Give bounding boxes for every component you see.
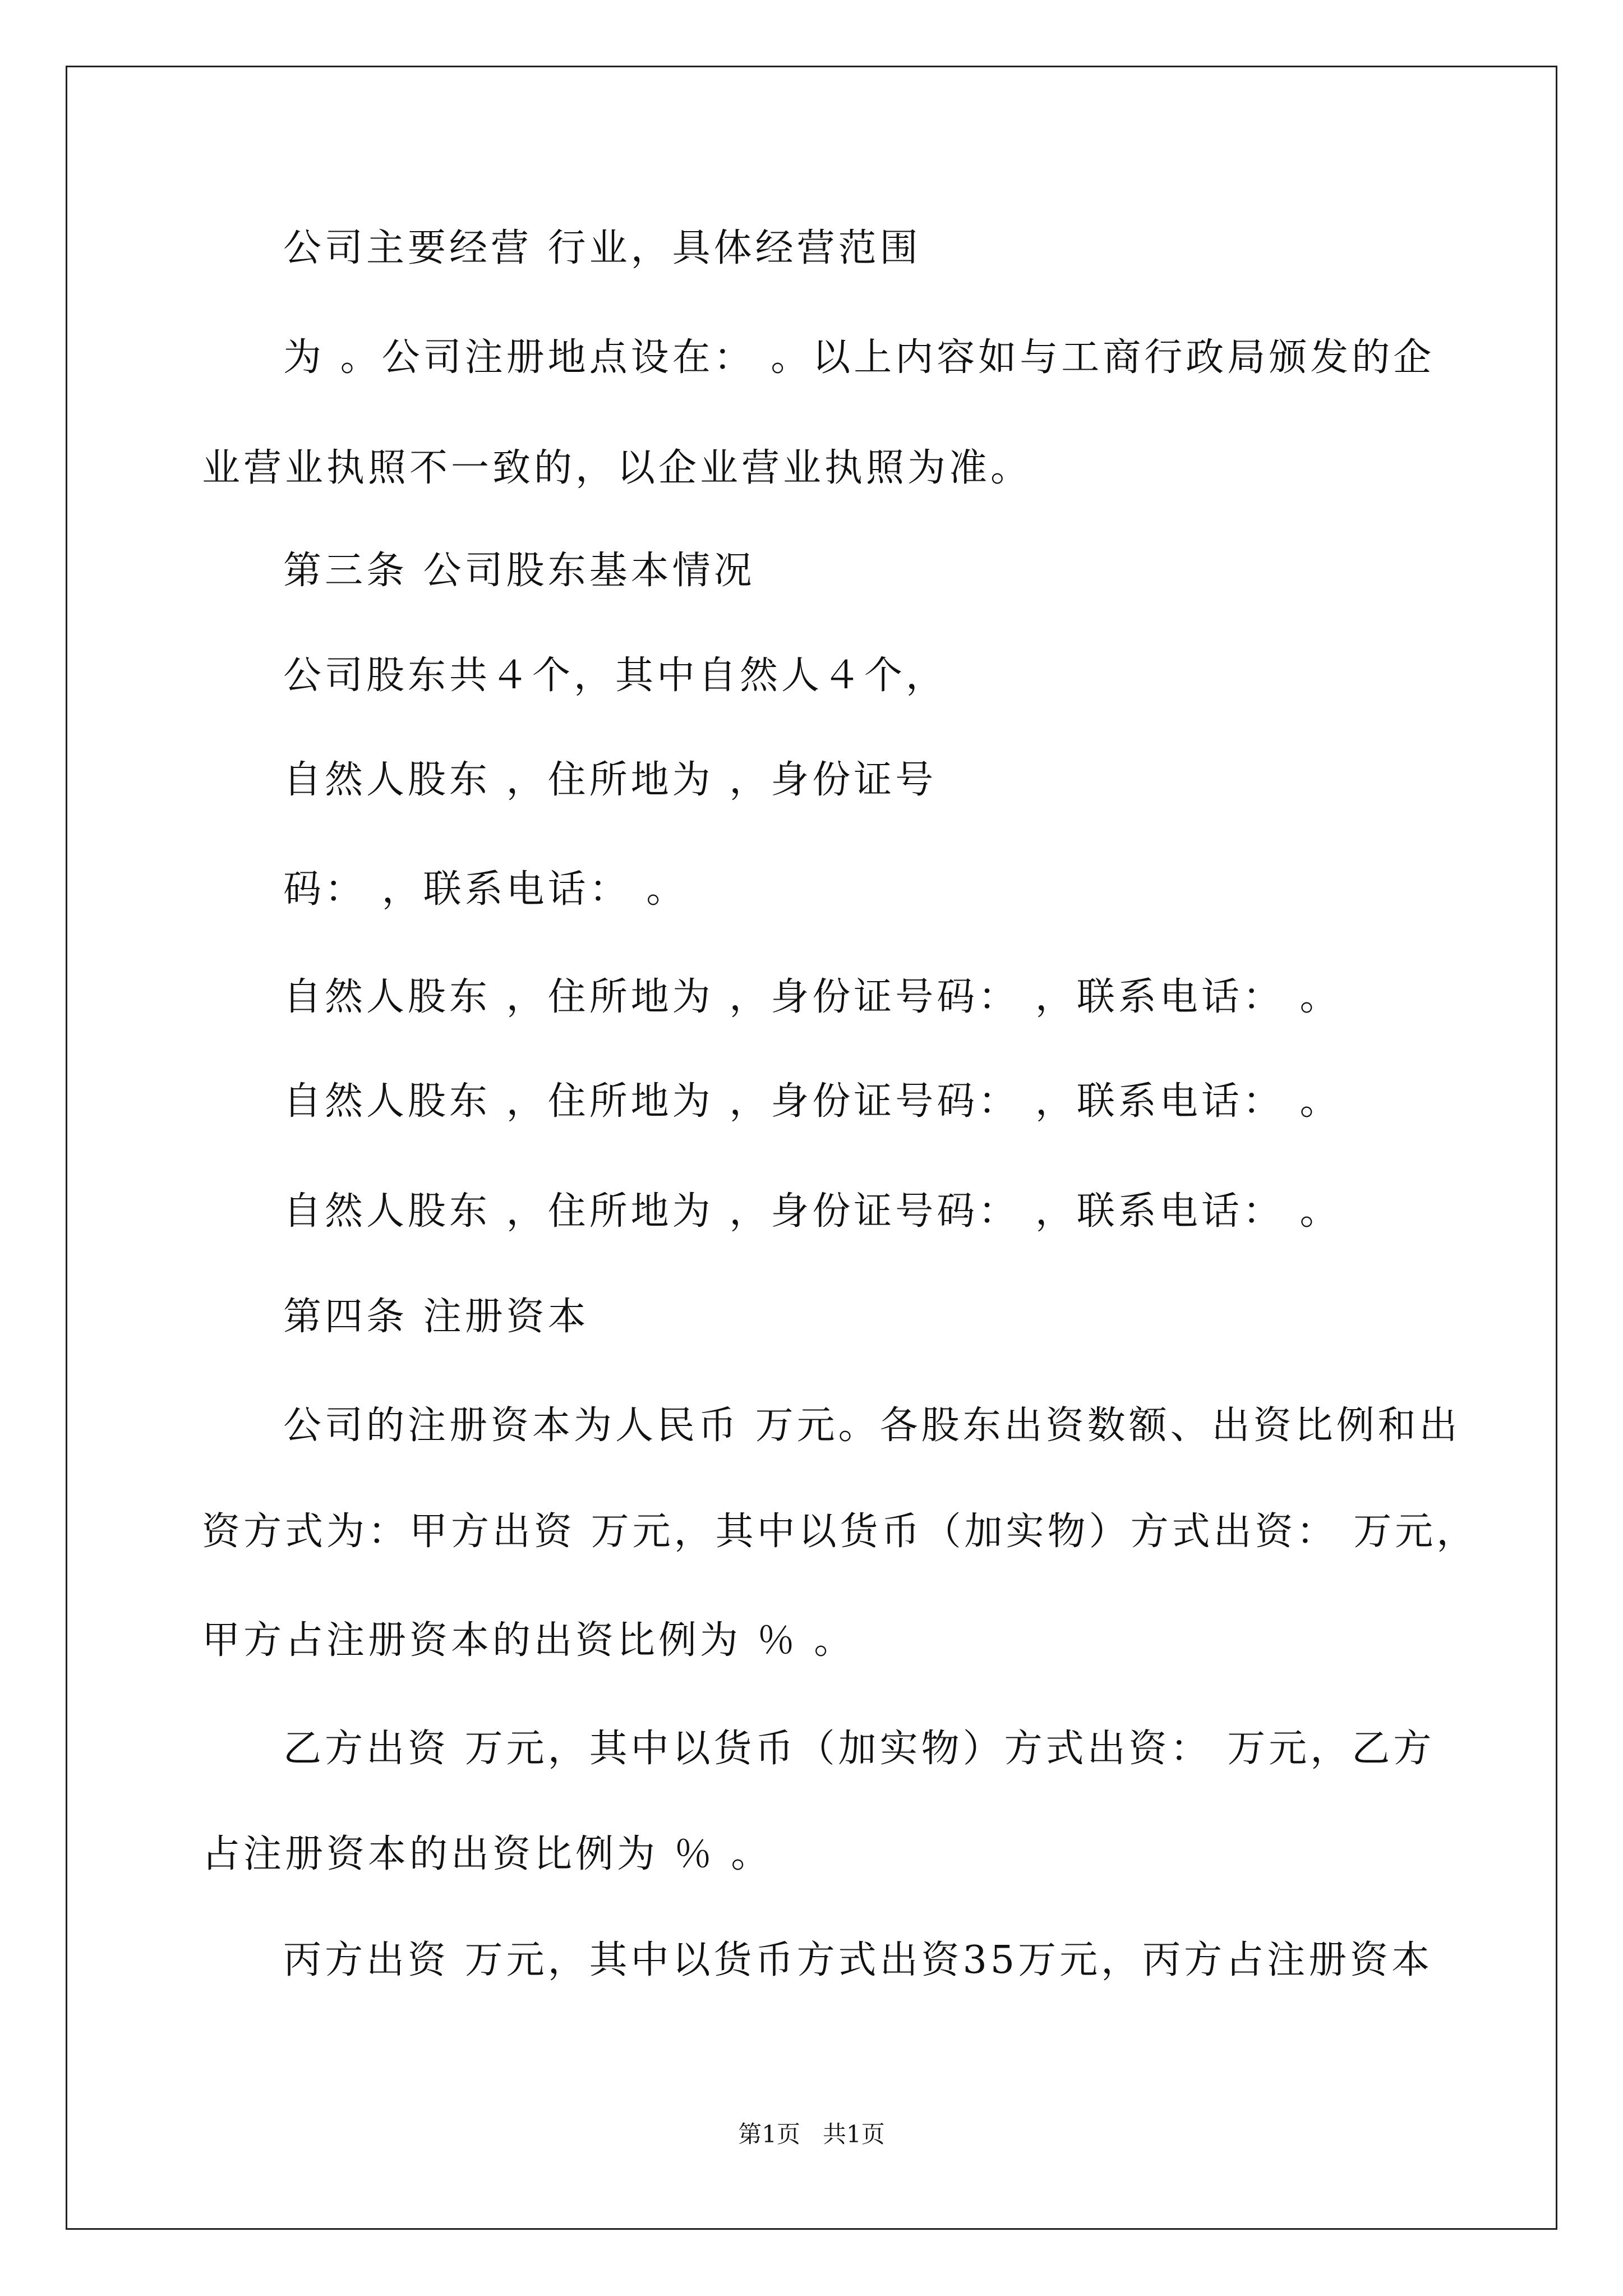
paragraph-line: 占注册资本的出资比例为 ％ 。 <box>202 1832 773 1876</box>
paragraph-line: 自然人股东 ，住所地为 ，身份证号码： ，联系电话： 。 <box>283 1189 1341 1234</box>
paragraph-line: 公司的注册资本为人民币 万元。各股东出资数额、出资比例和出 <box>283 1404 1461 1448</box>
paragraph-line: 乙方出资 万元，其中以货币（加实物）方式出资： 万元，乙方 <box>283 1727 1435 1771</box>
paragraph-line: 丙方出资 万元，其中以货币方式出资35万元，丙方占注册资本 <box>283 1938 1433 1982</box>
paragraph-line: 资方式为：甲方出资 万元，其中以货币（加实物）方式出资： 万元， <box>202 1510 1478 1554</box>
section-heading-article-4: 第四条 注册资本 <box>283 1295 589 1339</box>
paragraph-line: 码： ，联系电话： 。 <box>283 867 688 912</box>
paragraph-line: 自然人股东 ，住所地为 ，身份证号码： ，联系电话： 。 <box>283 975 1341 1019</box>
paragraph-line: 公司主要经营 行业，具体经营范围 <box>283 226 921 270</box>
page-footer: 第1页 共1页 <box>738 2120 885 2148</box>
paragraph-line: 为 。公司注册地点设在： 。以上内容如与工商行政局颁发的企 <box>283 335 1435 380</box>
page-border <box>66 66 1557 2230</box>
section-heading-article-3: 第三条 公司股东基本情况 <box>283 549 755 593</box>
paragraph-line: 自然人股东 ，住所地为 ，身份证号 <box>283 758 937 802</box>
paragraph-line: 公司股东共４个，其中自然人４个， <box>283 654 948 698</box>
paragraph-line: 业营业执照不一致的，以企业营业执照为准。 <box>202 446 1032 490</box>
paragraph-line: 甲方占注册资本的出资比例为 ％ 。 <box>202 1618 856 1663</box>
paragraph-line: 自然人股东 ，住所地为 ，身份证号码： ，联系电话： 。 <box>283 1079 1341 1124</box>
